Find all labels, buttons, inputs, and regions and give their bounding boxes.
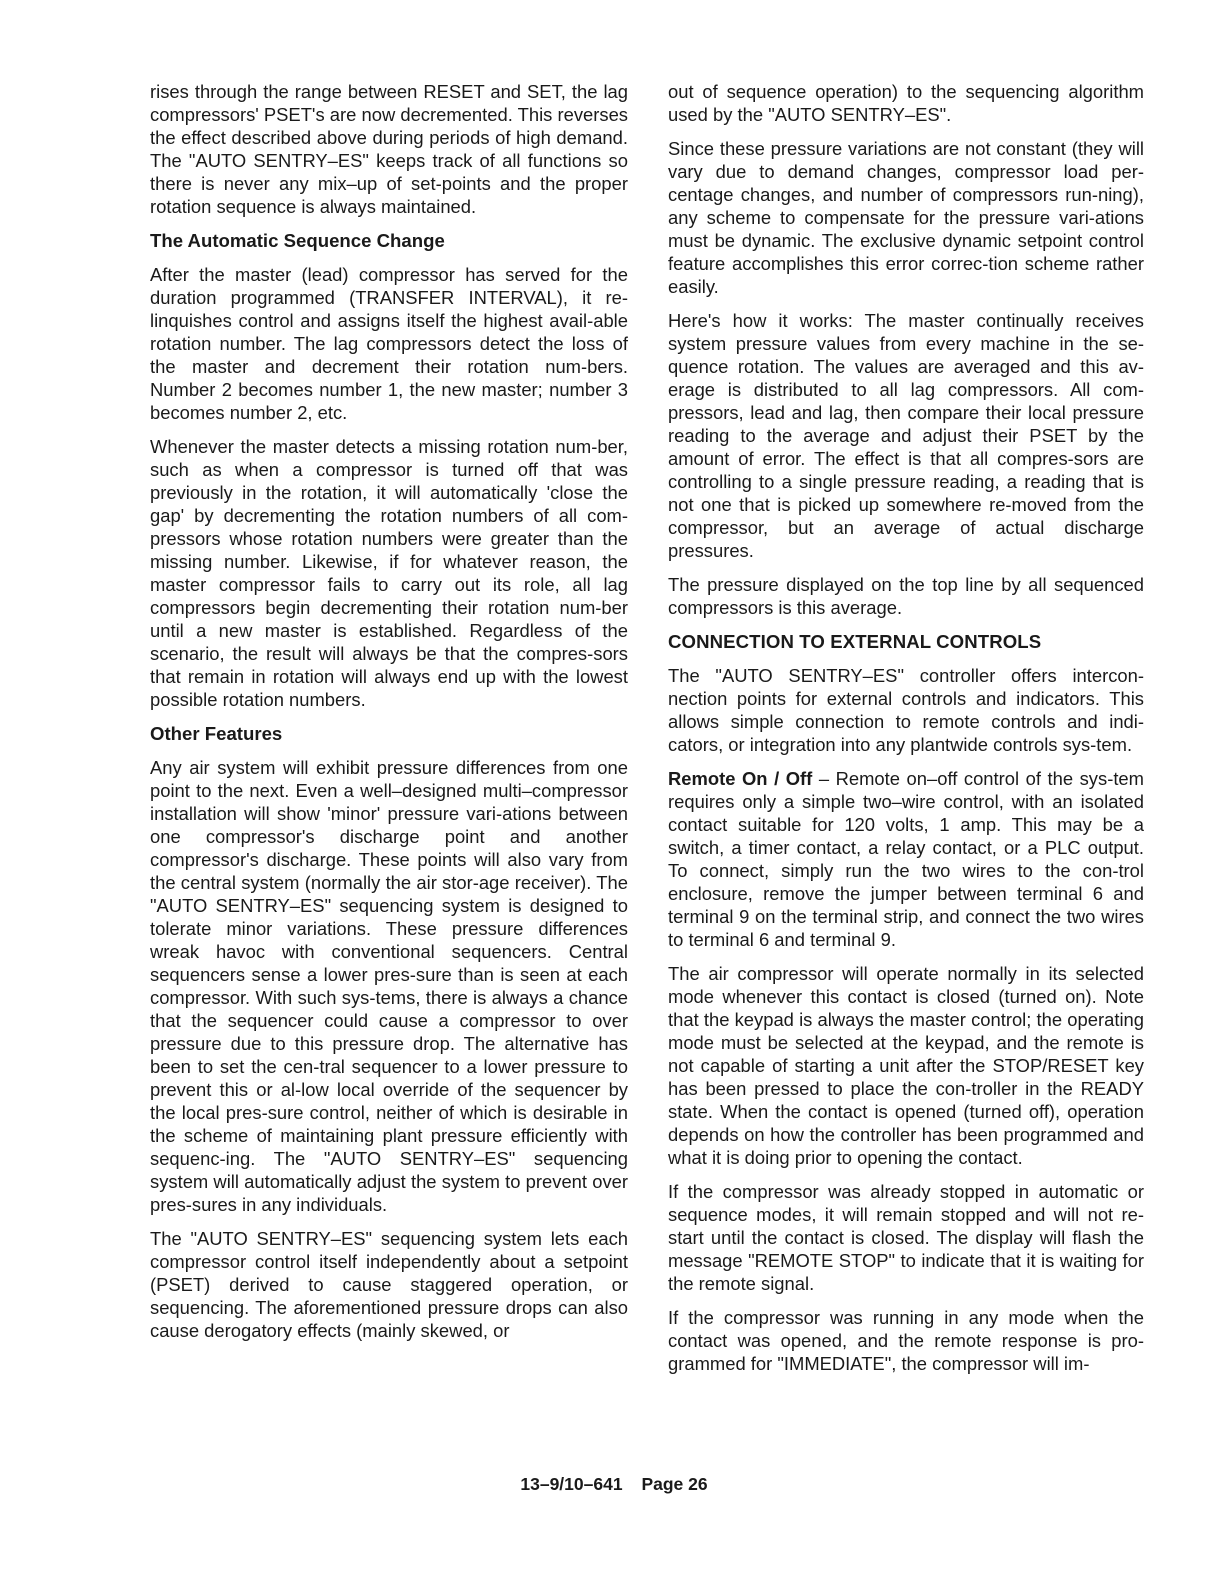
document-number: 13–9/10–641 <box>520 1474 623 1494</box>
paragraph: After the master (lead) compressor has served for the duration programmed (TRANSFER INTERVAL), it re-linquishes control and assigns itself the highest avail-able rotation number. The lag compressors detect the loss of the master and decrement their rotation num-bers. Number 2 becomes number 1, the new master; number 3 becomes number 2, etc. <box>150 264 628 423</box>
section-heading-automatic-sequence-change: The Automatic Sequence Change <box>150 230 445 251</box>
paragraph: If the compressor was already stopped in automatic or sequence modes, it will remain stopped and will not re-start until the contact is closed. The display will flash the message "REMOTE STOP" to indicate that it is waiting for the remote signal. <box>668 1181 1144 1294</box>
page-footer <box>0 1474 1228 1495</box>
paragraph-text: – Remote on–off control of the sys-tem requires only a simple two–wire control, with an isolated contact suitable for 120 volts, 1 amp. This may be a switch, a timer contact, a relay contact, or a PLC output. To connect, simply run the two wires to the con-trol enclosure, remove the jumper between terminal 6 and terminal 9 on the terminal strip, and connect the two wires to terminal 6 and terminal 9. <box>668 768 1144 950</box>
paragraph-remote-on-off <box>668 767 1144 951</box>
right-column <box>668 80 1144 1386</box>
paragraph: Any air system will exhibit pressure differences from one point to the next. Even a well–designed multi–compressor installation will show 'minor' pressure vari-ations between one compressor's discharge point and another compressor's discharge. These points will also vary from the central system (normally the air stor-age receiver). The "AUTO SENTRY–ES" sequencing system is designed to tolerate minor variations. These pressure differences wreak havoc with conventional sequencers. Central sequencers sense a lower pres-sure than is seen at each compressor. With such sys-tems, there is always a chance that the sequencer could cause a compressor to over pressure due to this pressure drop. The alternative has been to set the cen-tral sequencer to a lower pressure to prevent this or al-low local override of the sequencer by the local pres-sure control, neither of which is desirable in the scheme of maintaining plant pressure efficiently with sequenc-ing. The "AUTO SENTRY–ES" sequencing system will automatically adjust the system to prevent over pres-sures in any individuals. <box>150 757 628 1215</box>
section-heading-other-features: Other Features <box>150 723 283 744</box>
section-heading-connection-to-external-controls: CONNECTION TO EXTERNAL CONTROLS <box>668 631 1042 652</box>
page-number: Page 26 <box>641 1474 708 1494</box>
paragraph: rises through the range between RESET and SET, the lag compressors' PSET's are now decremented. This reverses the effect described above during periods of high demand. The "AUTO SENTRY–ES" keeps track of all functions so there is never any mix–up of set-points and the proper rotation sequence is always maintained. <box>150 81 628 217</box>
paragraph: The "AUTO SENTRY–ES" sequencing system lets each compressor control itself independently about a setpoint (PSET) derived to cause staggered operation, or sequencing. The aforementioned pressure drops can also cause derogatory effects (mainly skewed, or <box>150 1228 628 1341</box>
paragraph: The air compressor will operate normally in its selected mode whenever this contact is closed (turned on). Note that the keypad is always the master control; the operating mode must be selected at the keypad, and the remote is not capable of starting a unit after the STOP/RESET key has been pressed to place the con-troller in the READY state. When the contact is opened (turned off), operation depends on how the controller has been programmed and what it is doing prior to opening the contact. <box>668 963 1144 1168</box>
paragraph: The pressure displayed on the top line by all sequenced compressors is this average. <box>668 574 1144 618</box>
paragraph: out of sequence operation) to the sequencing algorithm used by the "AUTO SENTRY–ES". <box>668 81 1144 125</box>
left-column <box>150 80 628 1353</box>
paragraph: The "AUTO SENTRY–ES" controller offers intercon-nection points for external controls and indicators. This allows simple connection to remote controls and indi-cators, or integration into any plantwide controls sys-tem. <box>668 665 1144 755</box>
paragraph: If the compressor was running in any mode when the contact was opened, and the remote response is pro-grammed for "IMMEDIATE", the compressor will im- <box>668 1307 1144 1374</box>
run-in-heading-remote-on-off: Remote On / Off <box>668 768 813 789</box>
paragraph: Here's how it works: The master continually receives system pressure values from every machine in the se-quence rotation. The values are averaged and this av-erage is distributed to all lag compressors. All com-pressors, lead and lag, then compare their local pressure reading to the average and adjust their PSET by the amount of error. The effect is that all compres-sors are controlling to a single pressure reading, a reading that is not one that is picked up somewhere re-moved from the compressor, but an average of actual discharge pressures. <box>668 310 1144 561</box>
paragraph: Whenever the master detects a missing rotation num-ber, such as when a compressor is turned off that was previously in the rotation, it will automatically 'close the gap' by decrementing the rotation numbers of all com-pressors whose rotation numbers were greater than the missing number. Likewise, if for whatever reason, the master compressor fails to carry out its role, all lag compressors begin decrementing their rotation num-ber until a new master is established. Regardless of the scenario, the result will always be that the compres-sors that remain in rotation will always end up with the lowest possible rotation numbers. <box>150 436 628 710</box>
paragraph: Since these pressure variations are not constant (they will vary due to demand changes, compressor load per-centage changes, and number of compressors run-ning), any scheme to compensate for the pressure vari-ations must be dynamic. The exclusive dynamic setpoint control feature accomplishes this error correc-tion scheme rather easily. <box>668 138 1144 297</box>
